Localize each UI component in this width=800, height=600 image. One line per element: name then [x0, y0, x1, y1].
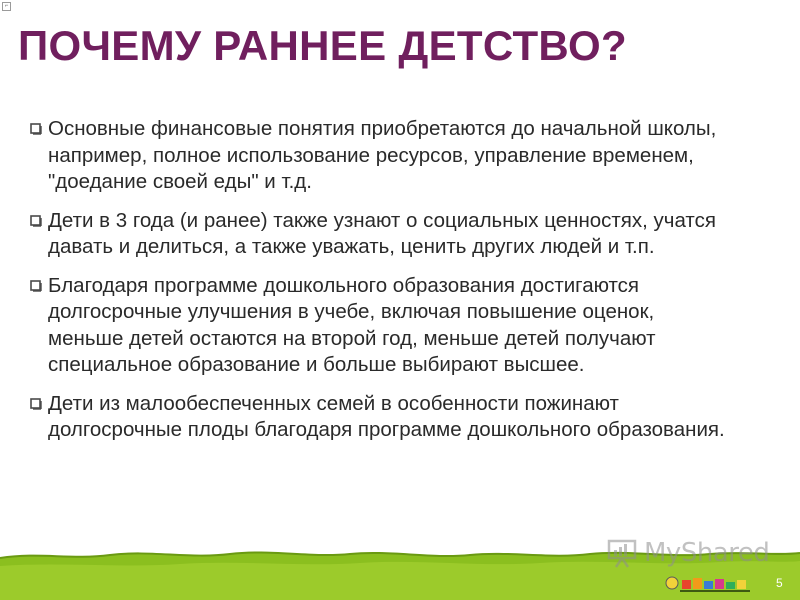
- corner-marker-icon: ⌐: [2, 2, 11, 11]
- bullet-item: [30, 273, 730, 379]
- presentation-board-icon: [606, 538, 640, 568]
- square-checkbox-icon: [30, 280, 42, 292]
- bullet-text: Дети из малообеспеченных семей в особенности пожинают долгосрочные плоды благодаря программе дошкольного образования.: [48, 391, 725, 441]
- square-checkbox-icon: [30, 123, 42, 135]
- square-checkbox-icon: [30, 215, 42, 227]
- bullet-text: Дети в 3 года (и ранее) также узнают о социальных ценностях, учатся давать и делиться, а также уважать, ценить других людей и т.п.: [48, 208, 716, 258]
- watermark-text: MyShared: [644, 538, 770, 568]
- bullet-list: [30, 116, 730, 456]
- square-checkbox-icon: [30, 398, 42, 410]
- bullet-item: [30, 391, 730, 444]
- bullet-text: Основные финансовые понятия приобретаются до начальной школы, например, полное использование ресурсов, управление временем, "доедание своей еды" и т.д.: [48, 117, 717, 193]
- bullet-item: [30, 116, 730, 196]
- bullet-text: Благодаря программе дошкольного образования достигаются долгосрочные улучшения в учебе, включая повышение оценок, меньше детей остаются на второй год, меньше детей получают специальное образование и больше выбирают высшее.: [48, 273, 656, 376]
- page-title: ПОЧЕМУ РАННЕЕ ДЕТСТВО?: [18, 22, 627, 69]
- page-number: 5: [776, 576, 783, 590]
- education-logo-icon: [664, 574, 760, 594]
- watermark: [606, 538, 769, 568]
- bullet-item: [30, 208, 730, 261]
